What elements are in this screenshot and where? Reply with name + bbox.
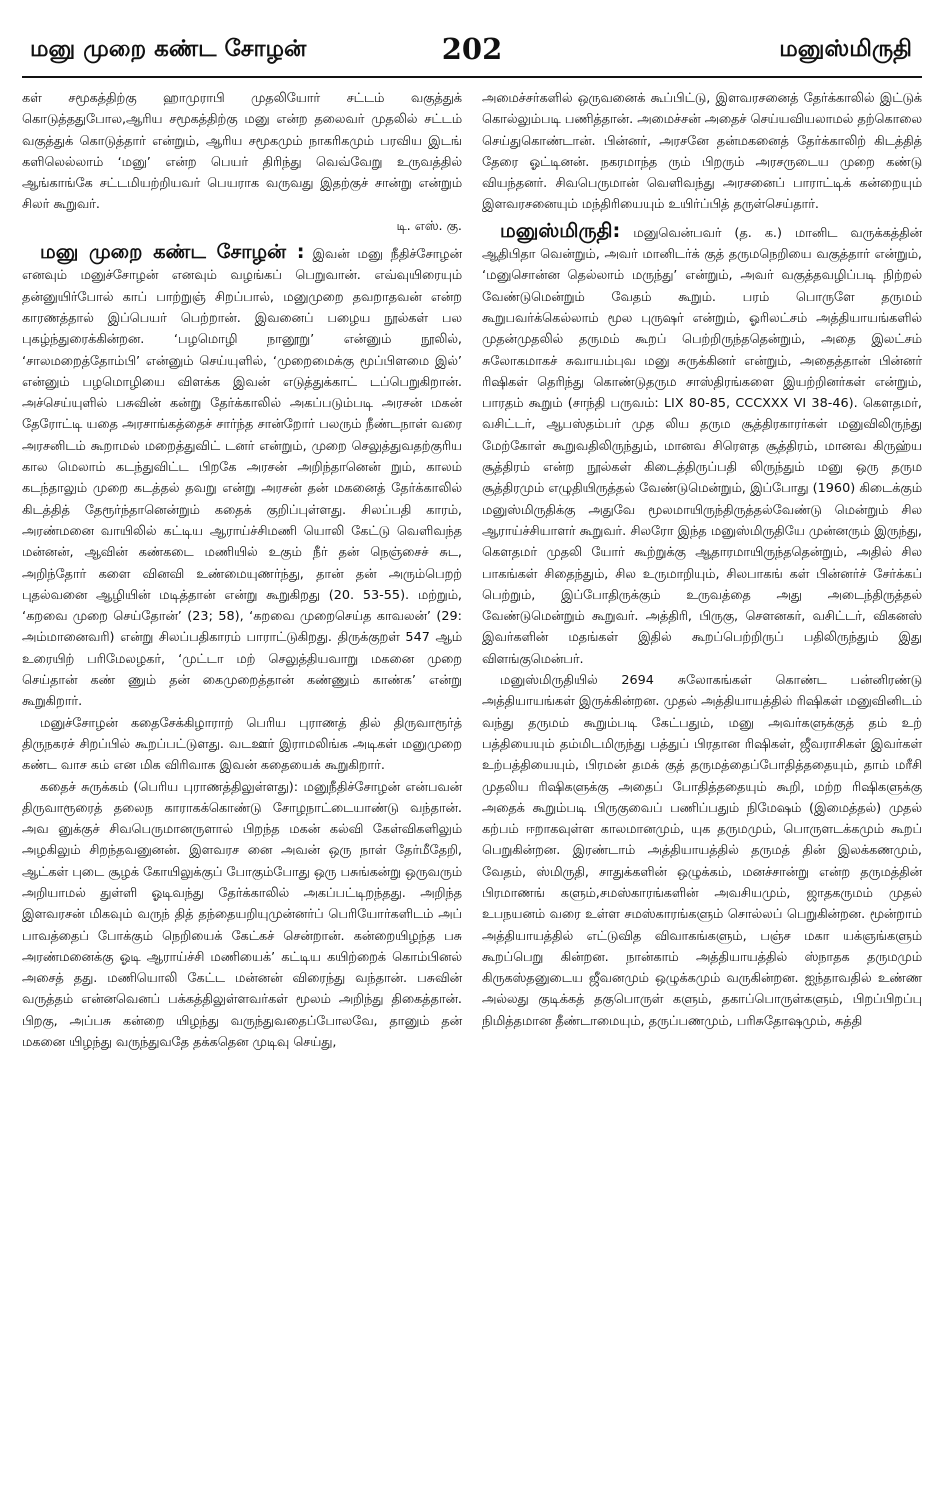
entry-body: மனுவென்பவர் (த. க.) மானிட வருக்கத்தின் ஆதிபிதா வென்றும், அவர் மானிடர்க் குத் தருமநெறியை வகுத்தார் என்றும், ‘மனுசொன்ன தெல்லாம் மருந்து’ என்றும், அவர் வகுத்தவழிப்படி நிற்றல் வேண்டுமென்றும் வேதம் கூறும். பரம் பொருளே தருமம் கூறுபவர்க்கெல்லாம் மூல புருஷர் என்றும், ஓரிலட்சம் அத்தியாயங்களில் முதன்முதலில் தருமம் கூறப் பெற்றிருந்ததென்றும், அதை இலட்சம் சுலோகமாகச் சுவாயம்புவ மனு சுருக்கினர் என்றும், அதைத்தான் பின்னர் ரிஷிகள் தெரிந்து கொண்டுதரும சாஸ்திரங்களை இயற்றினர்கள் என்றும், பாரதம் கூறும் (சாந்தி பருவம்: LIX 80-85, CCCXXX VI 38-46). கௌதமர், வசிட்டர், ஆபஸ்தம்பர் முத லிய தரும சூத்திரகாரர்கள் மனுவிலிருந்து மேற்கோள் கூறுவதிலிருந்தும், மானவ சிரௌத சூத்திரம், மானவ கிருஹ்ய சூத்திரம் என்ற நூல்கள் கிடைத்திருப்பதி லிருந்தும் மனு ஒரு தரும சூத்திரமும் எழுதியிருத்தல் வேண்டுமென்றும், இப்போது (1960) கிடைக்கும் மனுஸ்மிருதிக்கு அதுவே மூலமாயிருந்திருத்தல்வேண்டு மென்றும் சில ஆராய்ச்சியாளர் கூறுவர். சிலரோ இந்த மனுஸ்மிருதியே முன்னரும் இருந்து, கௌதமர் முதலி யோர் கூற்றுக்கு ஆதாரமாயிருந்ததென்றும், அதில் சில பாகங்கள் சிதைந்தும், சில உருமாறியும், சிலபாகங் கள் பின்னர்ச் சேர்க்கப் பெற்றும், இப்போதிருக்கும் உருவத்தை அது அடைந்திருத்தல் வேண்டுமென்றும் கூறுவர். அத்திரி, பிருகு, சௌனகர், வசிட்டர், விகனஸ் இவர்களின் மதங்கள் இதில் கூறப்பெற்றிருப் பதிலிருந்தும் இது விளங்குமென்பர்.: [482, 225, 922, 667]
header-left-title: மனு முறை கண்ட சோழன்: [30, 36, 307, 62]
page-number: 202: [441, 32, 503, 66]
right-paragraph-1: அமைச்சர்களில் ஒருவனைக் கூப்பிட்டு, இளவரசனைத் தேர்க்காலில் இட்டுக் கொல்லும்படி பணித்தான். அமைச்சன் அதைச் செய்யவியலாமல் தற்கொலை செய்துகொண்டான். பின்னர், அரசனே தன்மகனைத் தேர்க்காலிற் கிடத்தித் தேரை ஓட்டினன். நகரமாந்த ரும் பிறரும் அரசருடைய முறை கண்டு வியந்தனர். சிவபெருமான் வெளிவந்து அரசனைப் பாராட்டிக் கன்றையும் இளவரசனையும் மந்திரியையும் உயிர்ப்பித் தருள்செய்தார்.: [482, 91, 922, 213]
text-columns: [22, 88, 922, 1053]
entry-manu-murai-kanda-cholan: [22, 241, 462, 713]
left-paragraph-3: மனுச்சோழன் கதைசேக்கிழாராற் பெரிய புராணத் தில் திருவாரூர்த் திருநகரச் சிறப்பில் கூறப்பட்டுளது. வடஊர் இராமலிங்க அடிகள் மனுமுறை கண்ட வாச கம் என மிக விரிவாக இவன் கதையைக் கூறுகிறார்.: [22, 715, 462, 774]
left-paragraph-4: கதைச் சுருக்கம் (பெரிய புராணத்திலுள்ளது): மனுநீதிச்சோழன் என்பவன் திருவாரூரைத் தலைந காராகக்கொண்டு சோழநாட்டையாண்டு வந்தான். அவ னுக்குச் சிவபெருமானருளால் பிறந்த மகன் கல்வி கேள்விகளிலும் அழகிலும் சிறந்தவனுனன். இளவரச னை அவன் ஒரு நாள் தேர்மீதேறி, ஆட்கள் புடை சூழக் கோயிலுக்குப் போகும்போது ஒரு பசுங்கன்று ஒருவரும் அறியாமல் துள்ளி ஓடிவந்து தேர்க்காலில் அகப்பட்டிறந்தது. அறிந்த இளவரசன் மிகவும் வருந் தித் தந்தையறியுமுன்னர்ப் பெரியோர்களிடம் அப் பாவத்தைப் போக்கும் நெறியைக் கேட்கச் சென்றான். கன்றையிழந்த பசு அரண்மனைக்கு ஓடி ஆராய்ச்சி மணியைக்’ கட்டிய கயிற்றைக் கொம்பினல் அசைத் தது. மணியொலி கேட்ட மன்னன் விரைந்து வந்தான். பசுவின் வருத்தம் என்னவெனப் பக்கத்திலுள்ளவர்கள் மூலம் அறிந்து திகைத்தான். பிறகு, அப்பசு கன்றை யிழந்து வருந்துவதைப்போலவே, தானும் தன் மகனை யிழந்து வருந்துவதே தக்கதென முடிவு செய்து,: [22, 779, 462, 1051]
header-right-title: மனுஸ்மிருதி: [779, 36, 912, 62]
entry-manusmriti: [482, 220, 922, 670]
entry-title: மனு முறை கண்ட சோழன் :: [40, 240, 305, 264]
entry-body: இவன் மனு நீதிச்சோழன் எனவும் மனுச்சோழன் எனவும் வழங்கப் பெறுவான். எவ்வுயிரையும் தன்னுயிர்போல் காப் பாற்றுஞ் சிறப்பால், மனுமுறை தவறாதவன் என்ற காரணத்தால் இப்பெயர் பெற்றான். இவனைப் பழைய நூல்கள் பல புகழ்ந்துரைக்கின்றன. ‘பழமொழி நானூறு’ என்னும் நூலில், ‘சாலமறைத்தோம்பி’ என்னும் செய்யுளில், ‘முறைமைக்கு மூப்பிளமை இல்’ என்னும் பழமொழியை விளக்க இவன் எடுத்துக்காட் டப்பெறுகிறான். அச்செய்யுளில் பசுவின் கன்று தேர்க்காலில் அகப்படும்படி அரசன் மகன் தேரோட்டி யதை அரசாங்கத்தைச் சார்ந்த சான்றோர் பலரும் நீண்டநாள் வரை அரசனிடம் கூறாமல் மறைத்துவிட் டனர் என்றும், முறை செலுத்துவதற்குரிய கால மெலாம் கடந்துவிட்ட பிறகே அரசன் அறிந்தானென் றும், காலம் கடந்தாலும் முறை கடத்தல் தவறு என்று அரசன் தன் மகனைத் தேர்க்காலில் கிடத்தித் தேரூர்ந்தானென்றும் கதைக் குறிப்புள்ளது. சிலப்பதி காரம், அரண்மனை வாயிலில் கட்டிய ஆராய்ச்சிமணி யொலி கேட்டு வெளிவந்த மன்னன், ஆவின் கண்கடை மணியில் உகும் நீர் தன் நெஞ்சைச் சுட, அறிந்தோர் களை வினவி உண்மையுணர்ந்து, தான் தன் அரும்பெறற் புதல்வனை ஆழியின் மடித்தான் என்று கூறுகிறது (20. 53-55). மற்றும், ‘கறவை முறை செய்தோன்’ (23; 58), ‘கறவை முறைசெய்த காவலன்’ (29: அம்மானைவரி) என்று சிலப்பதிகாரம் பாராட்டுகிறது. திருக்குறள் 547 ஆம் உரையிற் பரிமேலழகர், ‘முட்டா மற் செலுத்தியவாறு மகனை முறை செய்தான் கண் ணும் தன் கைமுறைத்தான் கண்ணும் காண்க’ என்று கூறுகிறார்.: [22, 247, 462, 710]
left-column: [22, 88, 462, 1053]
author-signature: டி. எஸ். கு.: [396, 218, 462, 234]
running-header: [22, 28, 922, 78]
right-column: [482, 88, 922, 1053]
left-paragraph-1: கள் சமூகத்திற்கு ஹாமுராபி முதலியோர் சட்டம் வகுத்துக் கொடுத்ததுபோல,ஆரிய சமூகத்திற்கு மனு என்ற தலைவர் முதலில் சட்டம் வகுத்துக் கொடுத்தார் என்றும், ஆரிய சமூகமும் நாகரிகமும் பரவிய இடங் களிலெல்லாம் ‘மனு’ என்ற பெயர் திரிந்து வெவ்வேறு உருவத்தில் ஆங்காங்கே சட்டமியற்றியவர் பெயராக வருவது இதற்குச் சான்று என்றும் சிலர் கூறுவர்.: [22, 91, 462, 213]
entry-title: மனுஸ்மிருதி:: [500, 218, 621, 242]
right-paragraph-3: மனுஸ்மிருதியில் 2694 சுலோகங்கள் கொண்ட பன்னிரண்டு அத்தியாயங்கள் இருக்கின்றன. முதல் அத்தியாயத்தில் ரிஷிகள் மனுவினிடம் வந்து தருமம் கூறும்படி கேட்பதும், மனு அவர்களுக்குத் தம் உற் பத்தியையும் தம்மிடமிருந்து பத்துப் பிரதான ரிஷிகள், ஜீவராசிகள் இவர்கள் உற்பத்தியையும், பிரமன் தமக் குத் தருமத்தைப்போதித்ததையும், தாம் மரீசி முதலிய ரிஷிகளுக்கு அதைப் போதித்ததையும் கூறி, மற்ற ரிஷிகளுக்கு அதைக் கூறும்படி பிருகுவைப் பணிப்பதும் நிமேஷம் (இமைத்தல்) முதல் கற்பம் ஈறாகவுள்ள காலமானமும், யுக தருமமும், பொருளடக்கமும் கூறப் பெறுகின்றன. இரண்டாம் அத்தியாயத்தில் தருமத் தின் இலக்கணமும், வேதம், ஸ்மிருதி, சாதுக்களின் ஒழுக்கம், மனச்சான்று என்ற தருமத்தின் பிரமாணங் களும்,சமஸ்காரங்களின் அவசியமும், ஜாதகருமம் முதல் உபநயனம் வரை உள்ள சமஸ்காரங்களும் சொல்லப் பெறுகின்றன. மூன்றாம் அத்தியாயத்தில் எட்டுவித விவாகங்களும், பஞ்ச மகா யக்ஞங்களும் கூறப்பெறு கின்றன. நான்காம் அத்தியாயத்தில் ஸ்நாதக தருமமும் கிருகஸ்தனுடைய ஜீவனமும் ஒழுக்கமும் வருகின்றன. ஐந்தாவதில் உண்ண அல்லது குடிக்கத் தகுபொருள் களும், தகாப்பொருள்களும், பிறப்பிறப்பு நிமித்தமான தீண்டாமையும், தருப்பணமும், பரிசுதோஷமும், சுத்தி: [482, 673, 922, 1029]
